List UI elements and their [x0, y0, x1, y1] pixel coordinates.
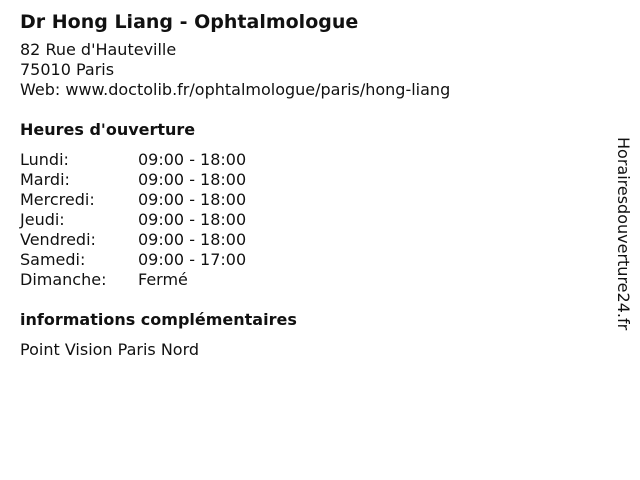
hours-row-sunday [20, 270, 600, 290]
address-street: 82 Rue d'Hauteville [20, 40, 177, 59]
hours-time: 09:00 - 18:00 [138, 190, 247, 209]
hours-time: 09:00 - 18:00 [138, 170, 247, 189]
hours-time: 09:00 - 17:00 [138, 250, 247, 269]
hours-row-saturday [20, 250, 600, 270]
page-title: Dr Hong Liang - Ophtalmologue [20, 11, 359, 33]
hours-row-tuesday [20, 170, 600, 190]
hours-day: Lundi: [20, 150, 69, 169]
opening-hours-table [20, 150, 600, 290]
address-city: 75010 Paris [20, 60, 115, 79]
hours-row-monday [20, 150, 600, 170]
hours-row-wednesday [20, 190, 600, 210]
hours-day: Mardi: [20, 170, 70, 189]
hours-day: Samedi: [20, 250, 86, 269]
hours-row-friday [20, 230, 600, 250]
additional-info-heading: informations complémentaires [20, 310, 297, 329]
additional-info-text: Point Vision Paris Nord [20, 340, 200, 359]
website-line: Web: www.doctolib.fr/ophtalmologue/paris/hong-liang [20, 80, 451, 99]
hours-time: 09:00 - 18:00 [138, 210, 247, 229]
hours-day: Dimanche: [20, 270, 107, 289]
business-card [20, 10, 600, 360]
hours-day: Jeudi: [20, 210, 65, 229]
hours-day: Mercredi: [20, 190, 95, 209]
address-block [20, 40, 600, 100]
site-watermark: Horairesdouverture24.fr [614, 137, 633, 331]
hours-row-thursday [20, 210, 600, 230]
hours-day: Vendredi: [20, 230, 96, 249]
hours-time: 09:00 - 18:00 [138, 150, 247, 169]
hours-time: 09:00 - 18:00 [138, 230, 247, 249]
opening-hours-heading: Heures d'ouverture [20, 120, 196, 139]
hours-time: Fermé [138, 270, 188, 289]
